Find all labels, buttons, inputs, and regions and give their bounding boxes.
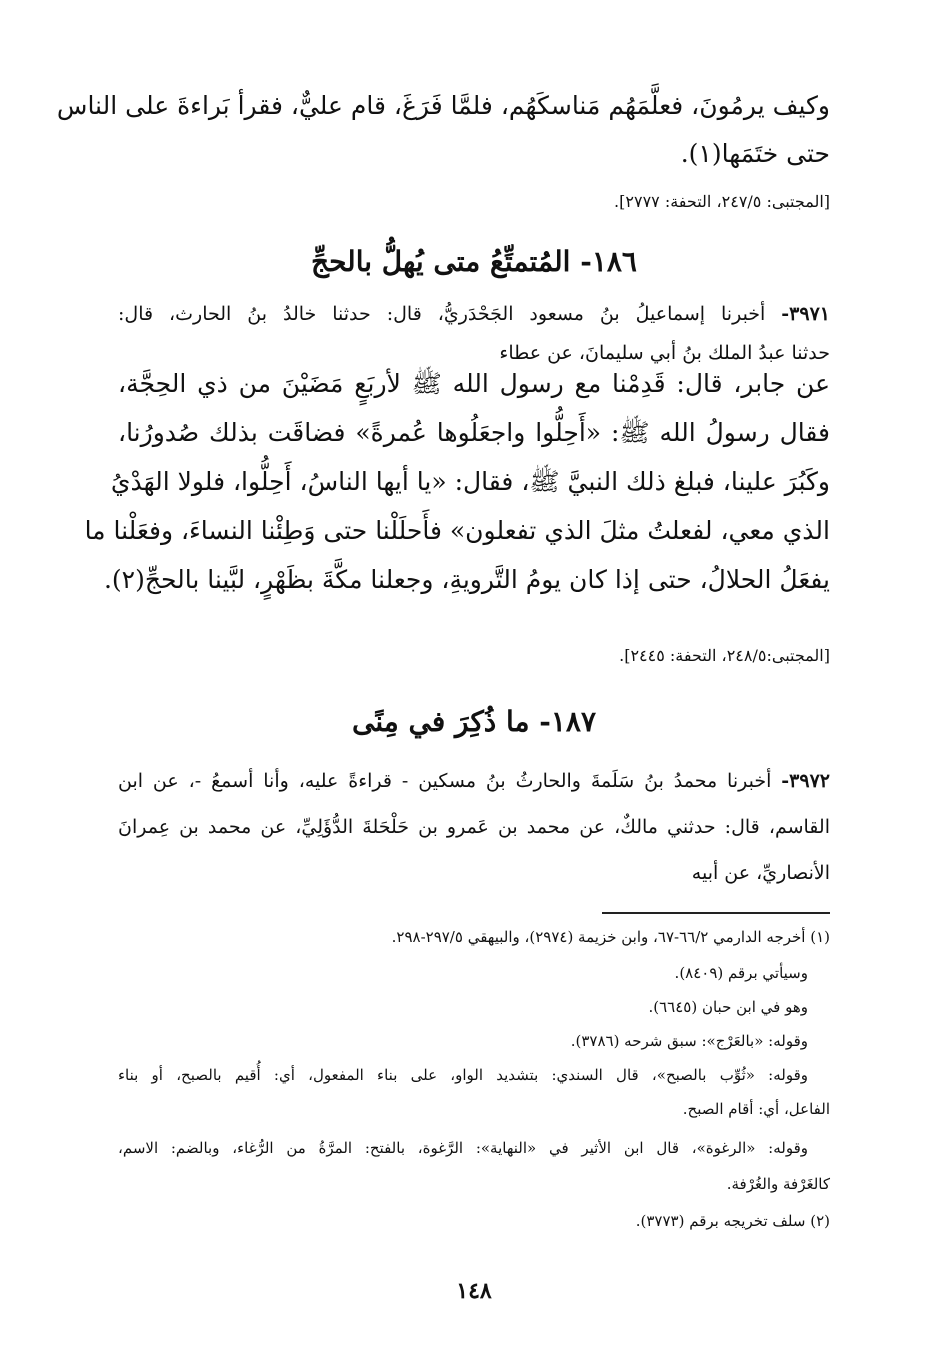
footnote-1-see-also: وسيأتي برقم (٨٤٠٩).: [674, 964, 808, 982]
footnote-1-raghwa: وقوله: «الرغوة»، قال ابن الأثير في «النهاية»: الرَّغوة، بالفتح: المرَّةُ من الرُّغاء، وبالضم: الاسم،: [118, 1139, 808, 1157]
reference-1: [المجتبى: ٢٤٧/٥، التحفة: ٢٧٧٧].: [614, 192, 830, 211]
matn-line3: وكَبُرَ علينا، فبلغ ذلك النبيَّ ﷺ، فقال: «يا أيها الناسُ، أَحِلُّوا، فلولا الهَدْيُ: [110, 467, 830, 496]
hadith-3972-text: أخبرنا محمدُ بنُ سَلَمةَ والحارثُ بنُ مسكين - قراءةً عليه، وأنا أسمعُ -، عن ابن: [118, 770, 772, 792]
hadith-3971-number: ٣٩٧١-: [781, 303, 830, 325]
hadith-3971-line2: حدثنا عبدُ الملك بنُ أبي سليمانَ، عن عطاء: [499, 342, 830, 364]
matn-line2: فقال رسولُ الله ﷺ: «أَحِلُّوا واجعَلُوها عُمرةً» فضاقَت بذلك صُدورُنا،: [118, 418, 830, 447]
footnote-1-thuwwib-cont: الفاعل، أي: أقام الصبح.: [682, 1100, 830, 1118]
footnote-1: (١) أخرجه الدارمي ٦٦/٢-٦٧، وابن خزيمة (٢٩٧٤)، والبيهقي ٢٩٧/٥-٢٩٨.: [391, 928, 830, 946]
matn-line1: عن جابر، قال: قَدِمْنا مع رسول الله ﷺ لأربَعٍ مَضَيْنَ من ذي الحِجَّة،: [118, 369, 830, 398]
footnote-1-ibn-hibban: وهو في ابن حبان (٦٦٤٥).: [648, 998, 808, 1016]
hadith-3972-number: ٣٩٧٢-: [781, 770, 830, 792]
matn-line4: الذي معي، لفعلتُ مثلَ الذي تفعلون» فأَحلَلْنا حتى وَطِئْنا النساءَ، وفعَلْنا ما: [84, 516, 830, 545]
chapter-186-title: ١٨٦- المُتمتِّعُ متى يُهلُّ بالحجِّ: [311, 245, 637, 278]
chapter-187-title: ١٨٧- ما ذُكِرَ في مِنًى: [351, 705, 597, 738]
hadith-3972-line3: الأنصاريِّ، عن أبيه: [691, 862, 830, 884]
footnote-1-arj: وقوله: «بالعَرْج»: سبق شرحه (٣٧٨٦).: [570, 1032, 808, 1050]
footnote-2: (٢) سلف تخريجه برقم (٣٧٧٣).: [635, 1212, 830, 1230]
footnote-separator: [602, 912, 830, 914]
footnote-1-thuwwib: وقوله: «ثُوِّب بالصبح»، قال السندي: بتشديد الواو، على بناء المفعول، أي: أُقيم بالصبح، أو بناء: [118, 1066, 808, 1084]
para1-line1: وكيف يرمُونَ، فعلَّمَهُم مَناسكَهُم، فلمَّا فَرَغَ، قام عليٌّ، فقرأ بَراءةَ على الناس: [56, 91, 830, 120]
page-number: ١٤٨: [456, 1278, 492, 1304]
para1-line2: حتى ختَمَها(١).: [680, 139, 830, 168]
footnote-1-raghwa-cont: كالغَرْفة والغُرْفة.: [726, 1175, 830, 1193]
hadith-3972-line1: [118, 766, 830, 796]
hadith-3972-line2: القاسم، قال: حدثني مالكٌ، عن محمد بن عَمرو بن حَلْحَلةَ الدُّؤَلِيِّ، عن محمد بن عِمرانَ: [118, 816, 830, 838]
hadith-3971-line1: [118, 299, 830, 329]
hadith-3971-text: أخبرنا إسماعيلُ بنُ مسعود الجَحْدَريُّ، قال: حدثنا خالدُ بنُ الحارث، قال:: [118, 303, 766, 325]
matn-line5: يفعَلُ الحلالُ، حتى إذا كان يومُ التَّرويةِ، وجعلنا مكَّةَ بظَهْرٍ، لبَّينا بالحجِّ(٢).: [103, 565, 830, 594]
reference-2: [المجتبى:٢٤٨/٥، التحفة: ٢٤٤٥].: [619, 646, 830, 665]
